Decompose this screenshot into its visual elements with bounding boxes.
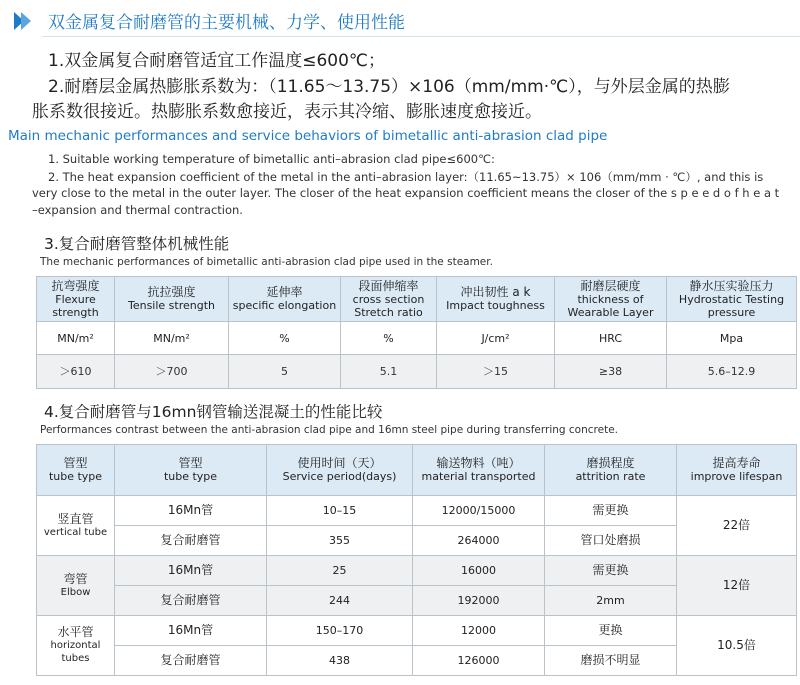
section3-title: 3.复合耐磨管整体机械性能 (44, 235, 230, 253)
header-cell: 输送物料（吨） material transported (413, 445, 545, 496)
en-line-2: 2. The heat expansion coefficient of the metal in the anti–abrasion layer:（11.65~13.75）× 106（mm/mm · ℃）, and this is (48, 170, 764, 184)
unit-cell: % (229, 322, 341, 355)
value-cell: 5.6–12.9 (667, 355, 797, 389)
header-cell: 静水压实验压力 Hydrostatic Testing pressure (667, 277, 797, 322)
header-cell: 提高寿命 improve lifespan (677, 445, 797, 496)
tube-group-cell: 水平管 horizontal tubes (37, 616, 115, 676)
material-cell: 12000/15000 (413, 496, 545, 526)
improve-cell: 12倍 (677, 556, 797, 616)
page-title: 双金属复合耐磨管的主要机械、力学、使用性能 (48, 13, 405, 33)
material-cell: 264000 (413, 526, 545, 556)
section-title-bar (8, 6, 792, 36)
header-cell: 冲出韧性 a k Impact toughness (437, 277, 555, 322)
unit-cell: % (341, 322, 437, 355)
value-cell: ≥38 (555, 355, 667, 389)
header-cell: 延伸率 specific elongation (229, 277, 341, 322)
table-row (37, 616, 797, 646)
unit-cell: MN/m² (115, 322, 229, 355)
section3-subtitle: The mechanic performances of bimetallic anti-abrasion clad pipe used in the steamer. (40, 256, 493, 268)
units-row (37, 322, 797, 355)
values-row (37, 355, 797, 389)
title-divider (42, 36, 800, 37)
section4-title: 4.复合耐磨管与16mn钢管输送混凝土的性能比较 (44, 403, 383, 421)
header-cell: 段面伸缩率 cross section Stretch ratio (341, 277, 437, 322)
attrition-cell: 需更换 (545, 556, 677, 586)
header-cell: 磨损程度 attrition rate (545, 445, 677, 496)
en-line-4: –expansion and thermal contraction. (32, 203, 243, 217)
cn-point-2-cont: 胀系数很接近。热膨胀系数愈接近，表示其冷缩、膨胀速度愈接近。 (32, 102, 542, 122)
mechanical-properties-table (36, 276, 797, 389)
chevron-right-icon (12, 10, 34, 32)
value-cell: 5 (229, 355, 341, 389)
period-cell: 25 (267, 556, 413, 586)
cn-point-2: 2.耐磨层金属热膨胀系数为：（11.65～13.75）×106（mm/mm·℃），与外层金属的热膨 (48, 77, 730, 97)
value-cell: 5.1 (341, 355, 437, 389)
material-cell: 12000 (413, 616, 545, 646)
value-cell: ＞15 (437, 355, 555, 389)
material-cell: 126000 (413, 646, 545, 676)
unit-cell: Mpa (667, 322, 797, 355)
tube-type-cell: 16Mn管 (115, 616, 267, 646)
attrition-cell: 管口处磨损 (545, 526, 677, 556)
table-row (37, 556, 797, 586)
table-header-row (37, 445, 797, 496)
unit-cell: J/cm² (437, 322, 555, 355)
value-cell: ＞700 (115, 355, 229, 389)
header-cell: 使用时间（天） Service period(days) (267, 445, 413, 496)
table-header-row (37, 277, 797, 322)
period-cell: 10–15 (267, 496, 413, 526)
material-cell: 192000 (413, 586, 545, 616)
attrition-cell: 2mm (545, 586, 677, 616)
tube-type-cell: 复合耐磨管 (115, 526, 267, 556)
period-cell: 438 (267, 646, 413, 676)
unit-cell: HRC (555, 322, 667, 355)
attrition-cell: 磨损不明显 (545, 646, 677, 676)
tube-group-cell: 竖直管 vertical tube (37, 496, 115, 556)
header-cell: 耐磨层硬度 thickness of Wearable Layer (555, 277, 667, 322)
header-cell: 抗弯强度 Flexure strength (37, 277, 115, 322)
header-cell: 管型 tube type (115, 445, 267, 496)
material-cell: 16000 (413, 556, 545, 586)
attrition-cell: 需更换 (545, 496, 677, 526)
tube-type-cell: 16Mn管 (115, 556, 267, 586)
tube-type-cell: 复合耐磨管 (115, 646, 267, 676)
comparison-table (36, 444, 797, 676)
value-cell: ＞610 (37, 355, 115, 389)
tube-type-cell: 16Mn管 (115, 496, 267, 526)
section4-subtitle: Performances contrast between the anti-abrasion clad pipe and 16mn steel pipe during transferring concrete. (40, 424, 618, 436)
cn-point-1: 1.双金属复合耐磨管适宜工作温度≤600℃； (48, 51, 386, 71)
attrition-cell: 更换 (545, 616, 677, 646)
period-cell: 150–170 (267, 616, 413, 646)
table-row (37, 496, 797, 526)
improve-cell: 22倍 (677, 496, 797, 556)
period-cell: 244 (267, 586, 413, 616)
en-heading: Main mechanic performances and service behaviors of bimetallic anti-abrasion clad pipe (8, 128, 608, 144)
unit-cell: MN/m² (37, 322, 115, 355)
improve-cell: 10.5倍 (677, 616, 797, 676)
header-cell: 抗拉强度 Tensile strength (115, 277, 229, 322)
period-cell: 355 (267, 526, 413, 556)
en-line-3: very close to the metal in the outer layer. The closer of the heat expansion coefficient means the closer of the s p e e d o f h e a t (32, 186, 780, 200)
header-cell: 管型 tube type (37, 445, 115, 496)
tube-group-cell: 弯管 Elbow (37, 556, 115, 616)
tube-type-cell: 复合耐磨管 (115, 586, 267, 616)
en-line-1: 1. Suitable working temperature of bimetallic anti–abrasion clad pipe≤600℃: (48, 152, 495, 166)
